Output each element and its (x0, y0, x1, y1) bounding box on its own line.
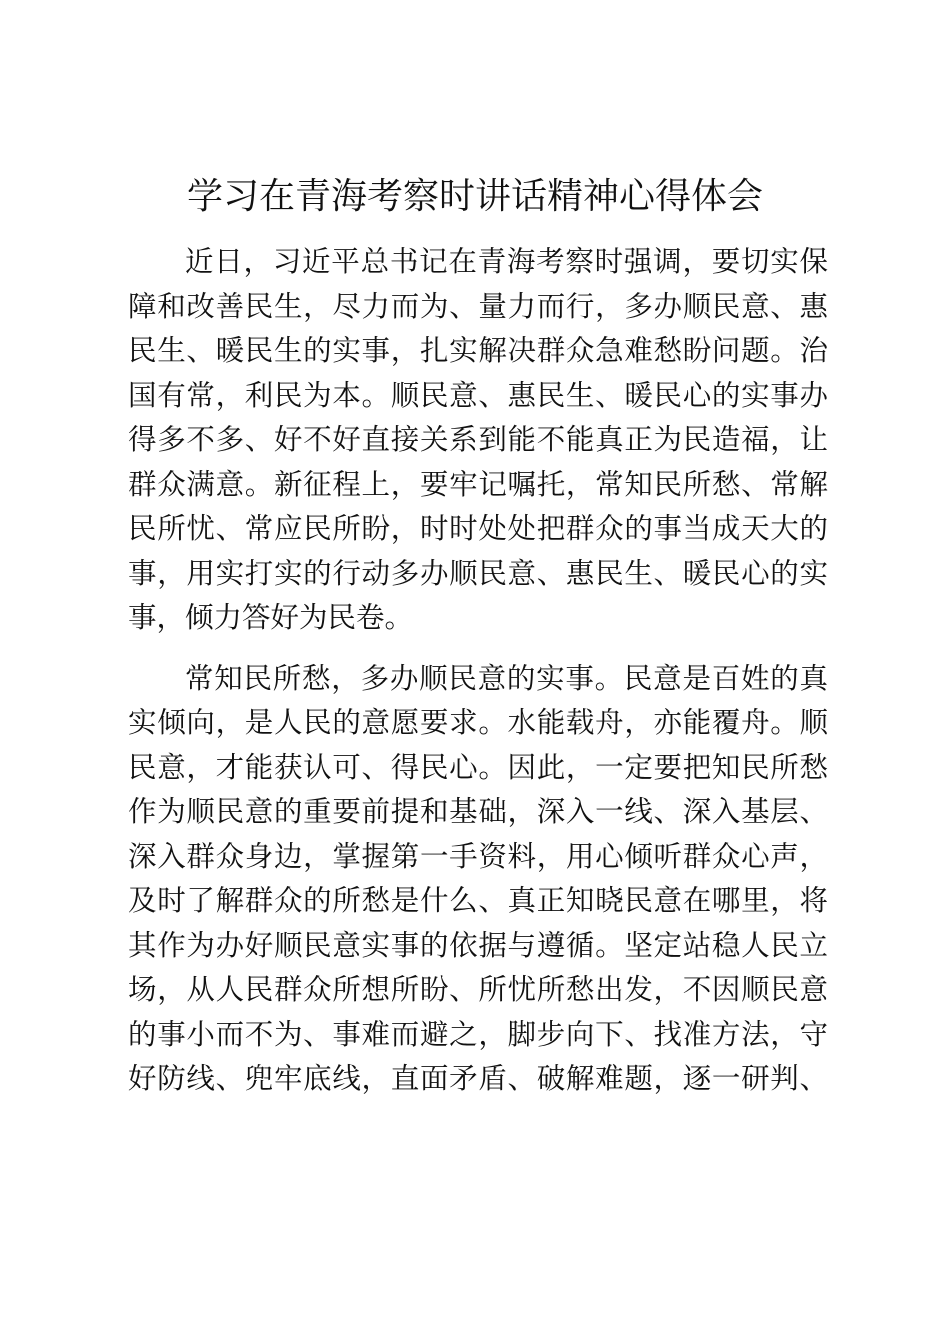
text-line: 得多不多、好不好直接关系到能不能真正为民造福，让 (128, 423, 828, 456)
document-title: 学习在青海考察时讲话精神心得体会 (186, 176, 763, 217)
text-line: 国有常，利民为本。顺民意、惠民生、暖民心的实事办 (128, 378, 828, 412)
text-line: 的事小而不为、事难而避之，脚步向下、找准方法，守 (128, 1017, 828, 1051)
document-body (128, 240, 828, 1102)
text-line: 障和改善民生，尽力而为、量力而行，多办顺民意、惠 (128, 289, 828, 323)
text-line: 其作为办好顺民意实事的依据与遵循。坚定站稳人民立 (128, 928, 828, 962)
text-line: 群众满意。新征程上，要牢记嘱托，常知民所愁、常解 (128, 467, 828, 501)
text-line: 作为顺民意的重要前提和基础，深入一线、深入基层、 (128, 795, 828, 828)
text-line: 民意，才能获认可、得民心。因此，一定要把知民所愁 (128, 750, 828, 784)
text-line: 事，用实打实的行动多办顺民意、惠民生、暖民心的实 (128, 556, 828, 590)
text-line: 民生、暖民生的实事，扎实解决群众急难愁盼问题。治 (128, 334, 828, 367)
text-line: 及时了解群众的所愁是什么、真正知晓民意在哪里，将 (128, 884, 828, 917)
text-line: 场，从人民群众所想所盼、所忧所愁出发，不因顺民意 (128, 973, 828, 1006)
paragraph-2 (128, 657, 828, 1102)
text-line: 近日，习近平总书记在青海考察时强调，要切实保 (185, 245, 828, 278)
text-line: 实倾向，是人民的意愿要求。水能载舟，亦能覆舟。顺 (128, 706, 828, 739)
text-line: 事，倾力答好为民卷。 (128, 601, 414, 634)
paragraph-1 (128, 240, 828, 641)
text-line: 民所忧、常应民所盼，时时处处把群众的事当成天大的 (128, 512, 828, 545)
text-line: 好防线、兜牢底线，直面矛盾、破解难题，逐一研判、 (128, 1062, 828, 1095)
text-line: 深入群众身边，掌握第一手资料，用心倾听群众心声， (128, 839, 828, 873)
text-line: 常知民所愁，多办顺民意的实事。民意是百姓的真 (185, 661, 828, 695)
